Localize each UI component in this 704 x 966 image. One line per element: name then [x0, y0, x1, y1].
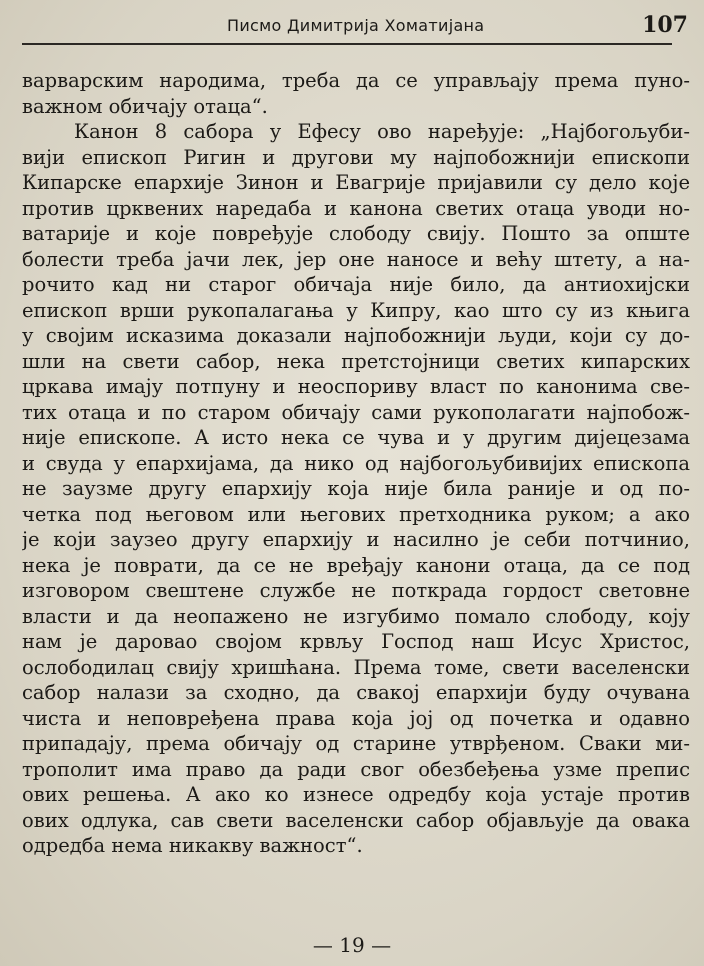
text-line: ових одлука, сав свети васеленски сабор објављује да овака — [22, 808, 690, 832]
text-line: је који заузео другу епархију и насилно је себи потчинио, — [22, 528, 690, 551]
text-line: ових решења. А ако ко изнесе одредбу која устаје против — [22, 783, 690, 806]
text-line: нека је поврати, да се не вређају канони отаца, да се под — [22, 553, 690, 577]
text-line: власти и да неопажено не изгубимо помало слободу, коју — [22, 604, 690, 628]
text-line: трополит има право да ради свог обезбеђења узме препис — [22, 757, 690, 781]
text-line: не заузме другу епархију која није била раније и од по- — [22, 477, 690, 500]
text-line: није епископе. А исто нека се чува и у другим дијецезама — [22, 426, 690, 449]
body-text — [22, 68, 690, 859]
text-line: нам је даровао својом крвљу Господ наш Исус Христос, — [22, 630, 690, 653]
text-line: сабор налази за сходно, да свакој епархији буду очувана — [22, 681, 690, 704]
text-line: четка под његовом или његових претходника руком; а ако — [22, 502, 690, 526]
text-line: ватарије и које повређује слободу свију. Пошто за опште — [22, 222, 690, 245]
text-line: изговором свештене службе не поткрада гордост световне — [22, 579, 690, 602]
text-line: рочито кад ни старог обичаја није било, да антиохијски — [22, 273, 690, 296]
text-line: чиста и неповређена права која јој од почетка и одавно — [22, 706, 690, 730]
text-line: епископ врши рукопалагања у Кипру, као што су из књига — [22, 298, 690, 322]
text-line: важном обичају отаца“. — [22, 94, 268, 118]
page-number: 107 — [642, 12, 688, 38]
text-line: ослободилац свију хришћана. Према томе, свети васеленски — [22, 655, 690, 679]
page-header — [22, 10, 690, 42]
text-line: и свуда у епархијама, да нико од најбогољубивијих епископа — [22, 451, 690, 475]
text-line: вији епископ Ригин и другови му најпобожнији епископи — [22, 145, 690, 169]
text-line: цркава имају потпуну и неоспориву власт по канонима све- — [22, 375, 690, 398]
text-line: болести треба јачи лек, јер оне наносе и већу штету, а на- — [22, 247, 690, 271]
text-line: припадају, према обичају од старине утврђеном. Сваки ми- — [22, 732, 690, 755]
text-line: у својим исказима доказали најпобожнији људи, који су до- — [22, 324, 690, 347]
header-rule — [22, 43, 672, 45]
text-line: Кипарске епархије Зинон и Евагрије пријавили су дело које — [22, 171, 690, 194]
text-line: шли на свети сабор, нека претстојници светих кипарских — [22, 349, 690, 373]
text-line: варварским народима, треба да се управљају према пуно- — [22, 69, 690, 92]
text-line: против црквених наредаба и канона светих отаца уводи но- — [22, 196, 690, 220]
signature-mark: — 19 — — [312, 933, 392, 957]
text-line: Канон 8 сабора у Ефесу ово наређује: „Најбогољуби- — [74, 120, 690, 143]
text-line: одредба нема никакву важност“. — [22, 834, 363, 857]
running-title: Писмо Димитрија Хоматијана — [227, 16, 485, 35]
text-line: тих отаца и по старом обичају сами рукополагати најпобож- — [22, 400, 690, 424]
